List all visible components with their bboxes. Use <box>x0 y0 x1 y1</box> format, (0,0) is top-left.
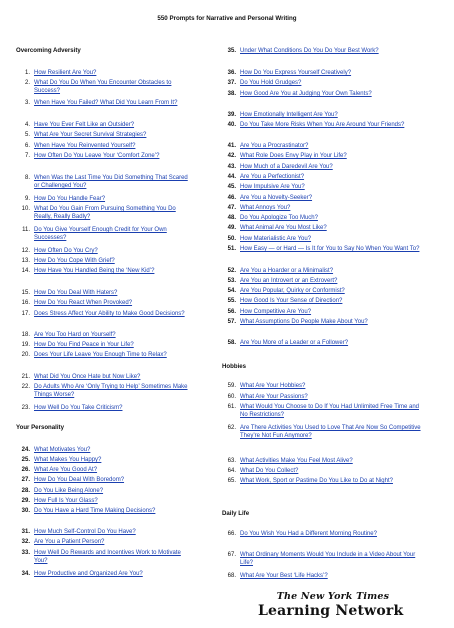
prompt-link[interactable]: What Ordinary Moments Would You Include in a Video About Your Life? <box>240 552 416 567</box>
prompt-link[interactable]: How Do You Deal With Boredom? <box>34 477 125 483</box>
prompt-number: 45. <box>227 184 236 190</box>
prompt-number: 53. <box>227 278 236 284</box>
prompt-number: 64. <box>227 468 236 474</box>
prompt-number: 13. <box>21 258 30 264</box>
prompt-number: 6. <box>24 143 30 149</box>
section-heading-hobbies: Hobbies <box>222 363 247 370</box>
prompt-link[interactable]: What Are Your Hobbies? <box>240 383 306 389</box>
prompt-link[interactable]: How Have You Handled Being the ‘New Kid’? <box>34 268 155 274</box>
prompt-number: 2. <box>24 80 30 86</box>
prompt-link[interactable]: How Do You Deal With Haters? <box>34 290 118 296</box>
prompt-number: 67. <box>227 552 236 558</box>
prompt-link[interactable]: When Have You Failed? What Did You Learn From It? <box>34 100 178 106</box>
prompt-number: 60. <box>227 394 236 400</box>
prompt-link[interactable]: Are You a Patient Person? <box>34 539 105 545</box>
section-heading-overcoming-adversity: Overcoming Adversity <box>16 47 81 54</box>
prompt-link[interactable]: How Good Is Your Sense of Direction? <box>240 298 343 304</box>
prompt-number: 63. <box>227 458 236 464</box>
prompt-link[interactable]: Are You More of a Leader or a Follower? <box>240 340 349 346</box>
prompt-link[interactable]: What Do You Collect? <box>240 468 299 474</box>
prompt-link[interactable]: What Work, Sport or Pastime Do You Like to Do at Night? <box>240 478 393 484</box>
prompt-number: 20. <box>21 352 30 358</box>
prompt-number: 27. <box>21 477 30 483</box>
prompt-number: 29. <box>21 498 30 504</box>
prompt-link[interactable]: Are You a Procrastinator? <box>240 143 309 149</box>
prompt-link[interactable]: Are There Activities You Used to Love That Are Now So Competitive They’re Not Fun Anymore? <box>240 425 421 440</box>
prompt-link[interactable]: How Much Self-Control Do You Have? <box>34 529 136 535</box>
prompt-link[interactable]: How Much of a Daredevil Are You? <box>240 164 333 170</box>
prompt-number: 55. <box>227 298 236 304</box>
prompt-number: 22. <box>21 384 30 390</box>
prompt-link[interactable]: What Are You Good At? <box>34 467 98 473</box>
prompt-link[interactable]: What Would You Choose to Do If You Had Unlimited Free Time and No Restrictions? <box>240 404 419 419</box>
prompt-number: 25. <box>21 457 30 463</box>
prompt-number: 18. <box>21 332 30 338</box>
prompt-link[interactable]: Do You Take More Risks When You Are Around Your Friends? <box>240 122 405 128</box>
prompt-number: 38. <box>227 91 236 97</box>
prompt-number: 23. <box>21 405 30 411</box>
prompt-number: 54. <box>227 288 236 294</box>
prompt-link[interactable]: What Makes You Happy? <box>34 457 102 463</box>
section-heading-daily-life: Daily Life <box>222 510 250 517</box>
prompt-number: 33. <box>21 550 30 556</box>
prompt-link[interactable]: What Are Your Passions? <box>240 394 308 400</box>
prompt-number: 12. <box>21 248 30 254</box>
prompt-number: 30. <box>21 508 30 514</box>
prompt-number: 8. <box>24 175 30 181</box>
prompt-number: 21. <box>21 374 30 380</box>
prompt-link[interactable]: What Are Your Best ‘Life Hacks’? <box>240 573 328 579</box>
prompt-number: 36. <box>227 70 236 76</box>
prompt-link[interactable]: What Annoys You? <box>240 205 291 211</box>
prompt-link[interactable]: Are You a Perfectionist? <box>240 174 305 180</box>
prompt-link[interactable]: Are You an Introvert or an Extrovert? <box>240 278 338 284</box>
prompt-number: 44. <box>227 174 236 180</box>
prompt-number: 56. <box>227 309 236 315</box>
prompt-link[interactable]: How Do You Express Yourself Creatively? <box>240 70 352 76</box>
learning-network-wordmark: Learning Network <box>258 603 404 619</box>
prompt-number: 37. <box>227 80 236 86</box>
prompt-number: 4. <box>24 122 30 128</box>
prompt-link[interactable]: How Well Do You Take Criticism? <box>34 405 123 411</box>
prompt-number: 41. <box>227 143 236 149</box>
prompt-number: 11. <box>22 227 30 233</box>
prompt-link[interactable]: When Was the Last Time You Did Something That Scared or Challenged You? <box>34 175 188 190</box>
prompt-link[interactable]: What Are Your Secret Survival Strategies? <box>34 132 147 138</box>
prompt-link[interactable]: How Materialistic Are You? <box>240 236 312 242</box>
prompt-link[interactable]: How Impulsive Are You? <box>240 184 305 190</box>
prompt-link[interactable]: Do You Apologize Too Much? <box>240 215 318 221</box>
prompt-number: 39. <box>227 112 236 118</box>
prompt-link[interactable]: Are You a Hoarder or a Minimalist? <box>240 268 334 274</box>
prompt-link[interactable]: What Do You Gain From Pursuing Something You Do Really, Really Badly? <box>34 206 176 221</box>
prompt-link[interactable]: How Productive and Organized Are You? <box>34 571 143 577</box>
prompt-number: 59. <box>227 383 236 389</box>
prompt-number: 3. <box>24 100 30 106</box>
prompt-number: 26. <box>21 467 30 473</box>
prompt-number: 48. <box>227 215 236 221</box>
prompt-link[interactable]: What Did You Once Hate but Now Like? <box>34 374 141 380</box>
prompt-number: 5. <box>24 132 30 138</box>
prompt-number: 16. <box>21 300 30 306</box>
prompt-number: 51. <box>227 246 236 252</box>
prompt-number: 35. <box>227 48 236 54</box>
prompt-link[interactable]: Do You Hold Grudges? <box>240 80 302 86</box>
prompt-number: 24. <box>21 447 30 453</box>
prompt-link[interactable]: How Good Are You at Judging Your Own Talents? <box>240 91 372 97</box>
prompt-number: 50. <box>227 236 236 242</box>
prompt-number: 66. <box>227 531 236 537</box>
prompt-link[interactable]: How Resilient Are You? <box>34 70 97 76</box>
prompt-number: 1. <box>24 70 30 76</box>
prompt-link[interactable]: What Animal Are You Most Like? <box>240 225 327 231</box>
prompt-number: 47. <box>227 205 236 211</box>
prompt-number: 57. <box>227 319 236 325</box>
prompt-number: 32. <box>21 539 30 545</box>
prompt-number: 9. <box>24 196 30 202</box>
prompt-link[interactable]: What Role Does Envy Play in Your Life? <box>240 153 347 159</box>
prompt-number: 62. <box>227 425 236 431</box>
prompt-link[interactable]: Are You Too Hard on Yourself? <box>34 332 116 338</box>
prompt-number: 46. <box>227 195 236 201</box>
prompt-link[interactable]: How Do You Handle Fear? <box>34 196 106 202</box>
prompt-link[interactable]: Do You Have a Hard Time Making Decisions? <box>34 508 156 514</box>
prompt-number: 10. <box>21 206 30 212</box>
prompt-link[interactable]: Do You Wish You Had a Different Morning Routine? <box>240 531 377 537</box>
prompt-link[interactable]: What Activities Make You Feel Most Alive? <box>240 458 353 464</box>
prompt-link[interactable]: What Motivates You? <box>34 447 91 453</box>
prompt-link[interactable]: Are You Popular, Quirky or Conformist? <box>240 288 345 294</box>
nyt-wordmark: The New York Times <box>276 591 390 602</box>
prompt-link[interactable]: Do Adults Who Are ‘Only Trying to Help’ Sometimes Make Things Worse? <box>34 384 188 399</box>
nyt-learning-network-logo <box>258 591 438 619</box>
prompt-link[interactable]: How Emotionally Intelligent Are You? <box>240 112 338 118</box>
prompt-link[interactable]: Does Stress Affect Your Ability to Make Good Decisions? <box>34 311 185 317</box>
prompt-number: 58. <box>227 340 236 346</box>
prompt-link[interactable]: What Assumptions Do People Make About You? <box>240 319 368 325</box>
prompt-link[interactable]: Do You Like Being Alone? <box>34 488 104 494</box>
prompt-number: 14. <box>21 268 30 274</box>
prompt-number: 28. <box>21 488 30 494</box>
prompt-link[interactable]: Do You Give Yourself Enough Credit for Your Own Successes? <box>34 227 167 242</box>
section-heading-your-personality: Your Personality <box>16 424 64 431</box>
prompt-link[interactable]: Under What Conditions Do You Do Your Best Work? <box>240 48 379 54</box>
prompt-link[interactable]: Does Your Life Leave You Enough Time to Relax? <box>34 352 167 358</box>
prompt-number: 15. <box>21 290 30 296</box>
prompt-link[interactable]: How Full Is Your Glass? <box>34 498 98 504</box>
prompt-number: 19. <box>21 342 30 348</box>
prompt-number: 68. <box>227 573 236 579</box>
prompt-link[interactable]: How Easy — or Hard — Is It for You to Say No When You Want To? <box>240 246 420 252</box>
prompt-link[interactable]: How Do You React When Provoked? <box>34 300 133 306</box>
prompt-link[interactable]: How Often Do You Cry? <box>34 248 98 254</box>
prompt-link[interactable]: How Do You Cope With Grief? <box>34 258 115 264</box>
prompt-link[interactable]: Are You a Novelty-Seeker? <box>240 195 313 201</box>
prompt-number: 65. <box>227 478 236 484</box>
prompt-link[interactable]: What Do You Do When You Encounter Obstacles to Success? <box>34 80 172 95</box>
prompt-number: 43. <box>227 164 236 170</box>
prompt-link[interactable]: Have You Ever Felt Like an Outsider? <box>34 122 135 128</box>
prompt-link[interactable]: When Have You Reinvented Yourself? <box>34 143 136 149</box>
prompt-link[interactable]: How Competitive Are You? <box>240 309 312 315</box>
prompt-number: 49. <box>227 225 236 231</box>
prompt-number: 17. <box>21 311 30 317</box>
prompt-number: 31. <box>21 529 30 535</box>
prompt-number: 52. <box>227 268 236 274</box>
prompt-number: 7. <box>24 153 30 159</box>
prompt-number: 40. <box>227 122 236 128</box>
page-title: 550 Prompts for Narrative and Personal Writing <box>157 15 297 22</box>
prompt-link[interactable]: How Well Do Rewards and Incentives Work to Motivate You? <box>34 550 181 565</box>
prompt-link[interactable]: How Often Do You Leave Your ‘Comfort Zone’? <box>34 153 160 159</box>
prompt-number: 42. <box>227 153 236 159</box>
prompt-link[interactable]: How Do You Find Peace in Your Life? <box>34 342 134 348</box>
prompt-number: 61. <box>227 404 236 410</box>
prompt-number: 34. <box>21 571 30 577</box>
